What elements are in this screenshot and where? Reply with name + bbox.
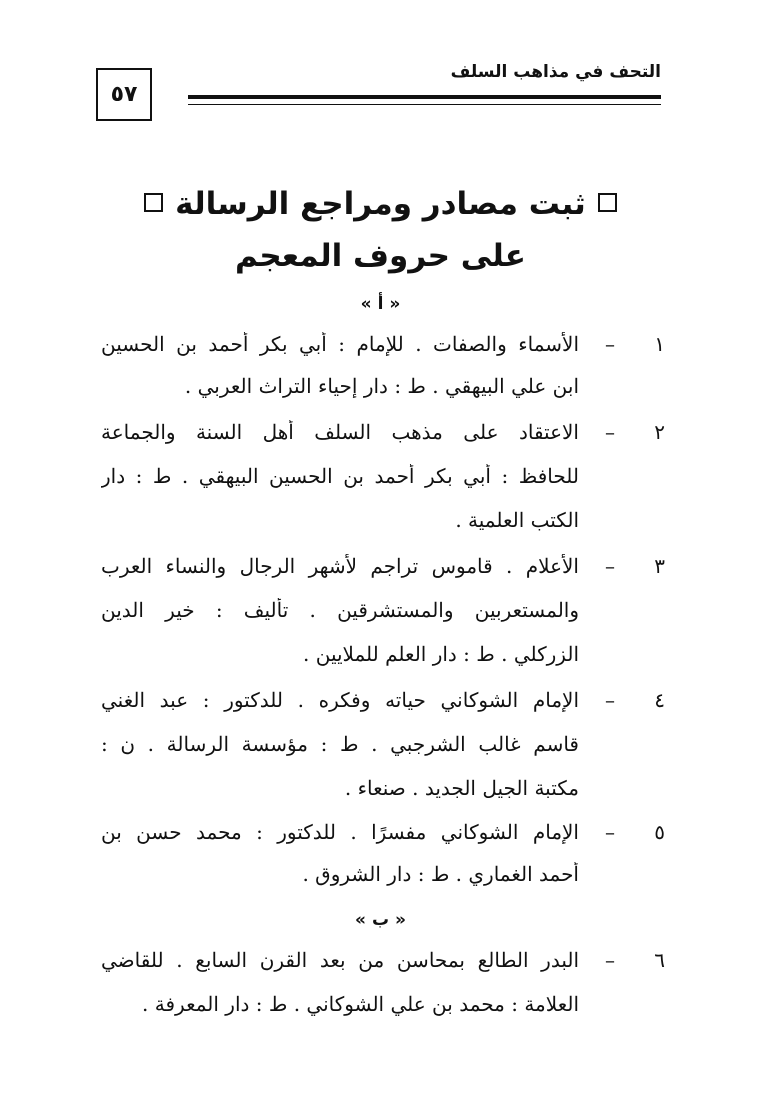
entry-line: أحمد الغماري . ط : دار الشروق . — [302, 862, 579, 886]
entry-number: ٢ — [654, 420, 665, 444]
entry-line: الأعلام . قاموس تراجم لأشهر الرجال والنساء العرب — [101, 554, 579, 578]
entry-line: الزركلي . ط : دار العلم للملايين . — [303, 642, 579, 666]
entry-number: ٦ — [654, 948, 665, 972]
entry-line: الاعتقاد على مذهب السلف أهل السنة والجماعة — [101, 420, 579, 444]
entry-number: ٤ — [654, 688, 665, 712]
page-title-line-1: ثبت مصادر ومراجع الرسالة — [175, 186, 586, 222]
entry-line: البدر الطالع بمحاسن من بعد القرن السابع . للقاضي — [101, 948, 579, 972]
entry-line: الأسماء والصفات . للإمام : أبي بكر أحمد بن الحسين — [101, 332, 579, 356]
entry-line: مكتبة الجيل الجديد . صنعاء . — [344, 776, 579, 800]
entry-line: والمستعربين والمستشرقين . تأليف : خير الدين — [101, 598, 579, 622]
entry-line: الكتب العلمية . — [455, 508, 579, 532]
entry-line: العلامة : محمد بن علي الشوكاني . ط : دار المعرفة . — [142, 992, 579, 1016]
running-title: التحف في مذاهب السلف — [450, 62, 661, 82]
entry-line: للحافظ : أبي بكر أحمد بن الحسين البيهقي . ط : دار — [101, 464, 579, 488]
header-rule-thin — [188, 104, 661, 105]
entry-dash: – — [605, 688, 615, 712]
entry-dash: – — [605, 420, 615, 444]
page-title — [0, 186, 761, 222]
section-heading: « أ » — [360, 294, 401, 314]
entry-dash: – — [605, 332, 615, 356]
square-ornament-icon — [144, 193, 163, 212]
section-heading: « ب » — [355, 910, 406, 930]
page-number: ٥٧ — [96, 68, 152, 121]
entry-line: ابن علي البيهقي . ط : دار إحياء التراث العربي . — [184, 374, 579, 398]
entry-line: الإمام الشوكاني حياته وفكره . للدكتور : عبد الغني — [101, 688, 579, 712]
square-ornament-icon — [598, 193, 617, 212]
entry-dash: – — [605, 820, 615, 844]
entry-line: الإمام الشوكاني مفسرًا . للدكتور : محمد حسن بن — [101, 820, 579, 844]
entry-number: ٥ — [654, 820, 665, 844]
entry-line: قاسم غالب الشرجبي . ط : مؤسسة الرسالة . ن : — [101, 732, 579, 756]
entry-number: ١ — [654, 332, 665, 356]
entry-dash: – — [605, 554, 615, 578]
entry-number: ٣ — [654, 554, 665, 578]
header-rule-thick — [188, 95, 661, 99]
entry-dash: – — [605, 948, 615, 972]
page-subtitle: على حروف المعجم — [235, 238, 526, 274]
